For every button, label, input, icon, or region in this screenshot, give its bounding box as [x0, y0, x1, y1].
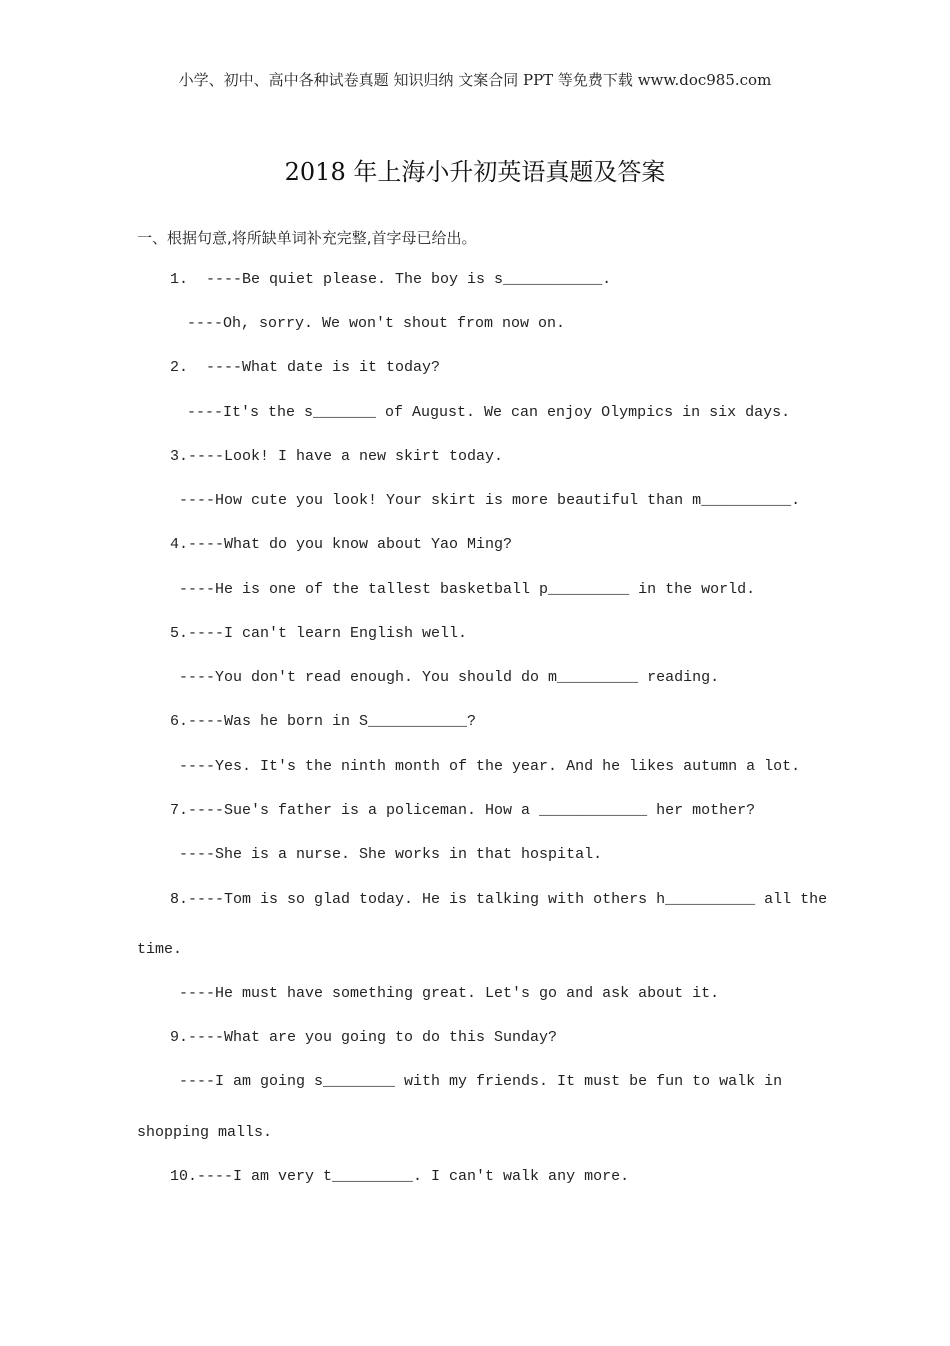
question-6-prompt: 6.----Was he born in S___________?: [170, 713, 477, 730]
question-9-response-continued: shopping malls.: [137, 1124, 273, 1141]
question-9-prompt: 9.----What are you going to do this Sunday?: [170, 1029, 558, 1046]
section-heading: 一、根据句意,将所缺单词补充完整,首字母已给出。: [137, 229, 477, 247]
page-title: 2018 年上海小升初英语真题及答案: [284, 158, 666, 186]
question-9-response: ----I am going s________ with my friends. It must be fun to walk in: [179, 1073, 783, 1090]
question-2-response: ----It's the s_______ of August. We can enjoy Olympics in six days.: [187, 404, 791, 421]
question-8-prompt: 8.----Tom is so glad today. He is talking with others h__________ all the: [170, 891, 828, 908]
page-header: 小学、初中、高中各种试卷真题 知识归纳 文案合同 PPT 等免费下载 www.doc985.com: [178, 71, 772, 89]
question-4-prompt: 4.----What do you know about Yao Ming?: [170, 536, 513, 553]
question-4-response: ----He is one of the tallest basketball p_________ in the world.: [179, 581, 756, 598]
question-1-response: ----Oh, sorry. We won't shout from now on.: [187, 315, 566, 332]
question-1-prompt: 1. ----Be quiet please. The boy is s___________.: [170, 271, 612, 288]
question-3-prompt: 3.----Look! I have a new skirt today.: [170, 448, 504, 465]
question-8-response: ----He must have something great. Let's go and ask about it.: [179, 985, 720, 1002]
question-3-response: ----How cute you look! Your skirt is more beautiful than m__________.: [179, 492, 801, 509]
question-5-prompt: 5.----I can't learn English well.: [170, 625, 468, 642]
question-2-prompt: 2. ----What date is it today?: [170, 359, 441, 376]
question-6-response: ----Yes. It's the ninth month of the year. And he likes autumn a lot.: [179, 758, 801, 775]
question-8-prompt-continued: time.: [137, 941, 183, 958]
question-5-response: ----You don't read enough. You should do m_________ reading.: [179, 669, 720, 686]
question-7-prompt: 7.----Sue's father is a policeman. How a ____________ her mother?: [170, 802, 756, 819]
question-7-response: ----She is a nurse. She works in that hospital.: [179, 846, 603, 863]
question-10-prompt: 10.----I am very t_________. I can't walk any more.: [170, 1168, 630, 1185]
